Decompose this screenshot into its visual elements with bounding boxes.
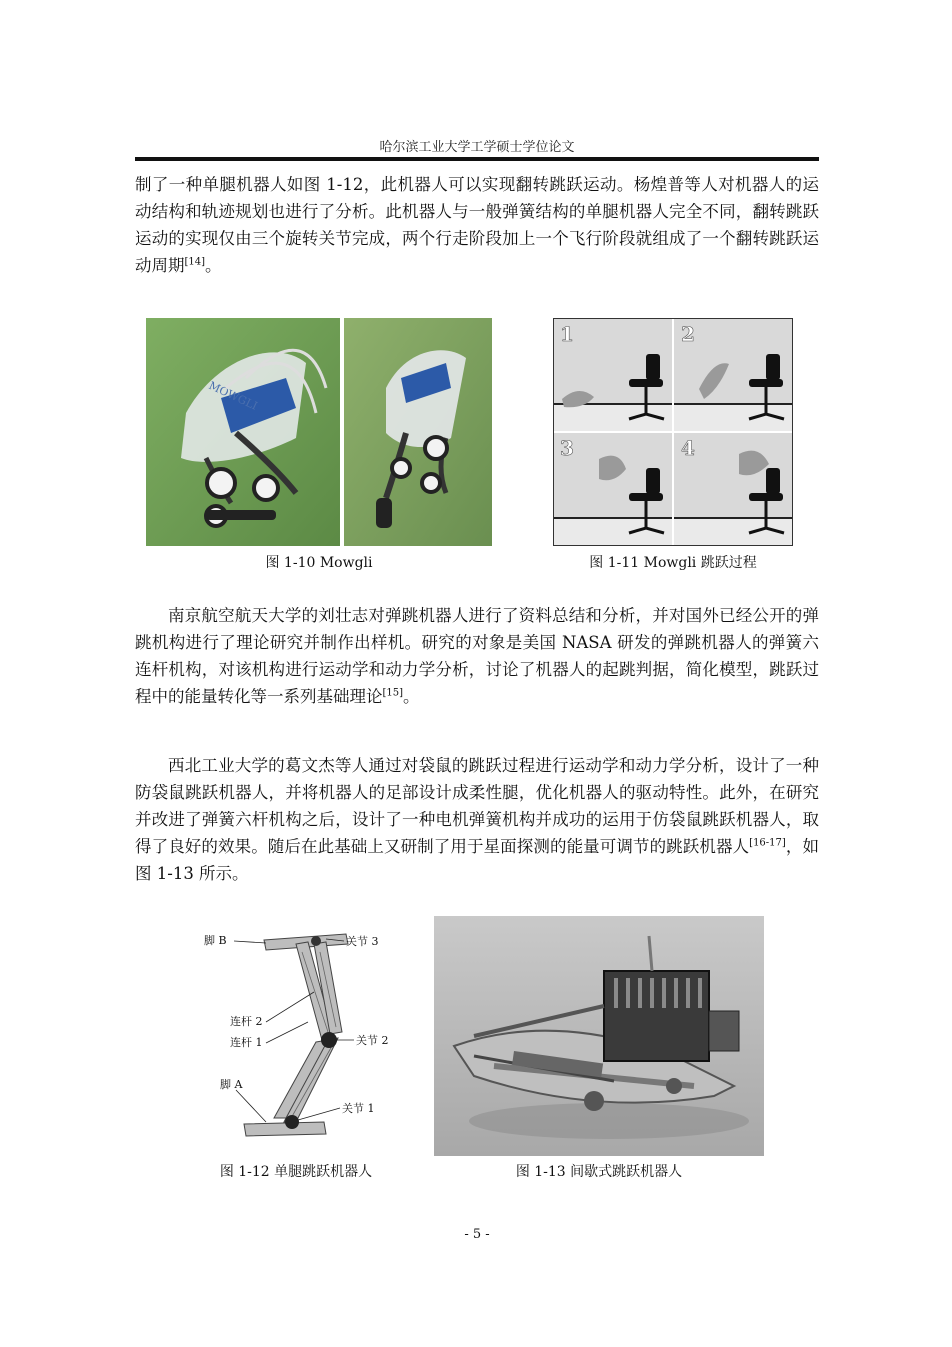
label-joint-3: 关节 3 [346, 935, 379, 948]
page-number: - 5 - [464, 1227, 490, 1242]
figure-1-13-caption: 图 1-13 间歇式跳跃机器人 [515, 1164, 683, 1180]
panel-label-3: 3 [560, 436, 574, 460]
mowgli-jump-sequence [554, 319, 792, 545]
jump-panel-2 [674, 319, 792, 431]
paragraph-3-end: ，如图 1-13 所示。 [135, 837, 820, 883]
jump-panel-3 [554, 433, 672, 545]
header-rule [135, 157, 819, 161]
figure-1-11-caption: 图 1-11 Mowgli 跳跃过程 [589, 555, 757, 571]
paragraph-1 [135, 171, 819, 279]
citation-16-17: [16-17] [749, 837, 786, 849]
paragraph-1-text: 制了一种单腿机器人如图 1-12，此机器人可以实现翻转跳跃运动。杨煌普等人对机器人的运动结构和轨迹规划也进行了分析。此机器人与一般弹簧结构的单腿机器人完全不同，翻转跳跃运动的实现仅由三个旋转关节完成，两个行走阶段加上一个飞行阶段就组成了一个翻转跳跃运动周期 [135, 175, 819, 275]
paragraph-3 [135, 752, 819, 887]
paragraph-2 [135, 602, 819, 710]
label-link-2: 连杆 2 [230, 1015, 263, 1028]
label-foot-a: 脚 A [220, 1078, 243, 1091]
intermittent-jumping-robot-photo [434, 916, 764, 1156]
mowgli-photo [146, 318, 492, 546]
figure-1-13-image [434, 916, 764, 1156]
label-joint-2: 关节 2 [356, 1034, 389, 1047]
panel-label-4: 4 [681, 436, 695, 460]
paragraph-3-text: 西北工业大学的葛文杰等人通过对袋鼠的跳跃过程进行运动学和动力学分析，设计了一种防袋鼠跳跃机器人，并将机器人的足部设计成柔性腿，优化机器人的驱动特性。此外，在研究并改进了弹簧六杆机构之后，设计了一种电机弹簧机构并成功的运用于仿袋鼠跳跃机器人，取得了良好的效果。随后在此基础上又研制了用于星面探测的能量可调节的跳跃机器人 [135, 756, 819, 856]
paragraph-1-end: 。 [205, 256, 222, 275]
citation-14: [14] [184, 256, 206, 268]
mowgli-logo-text: MOWGLI [206, 378, 260, 413]
figure-1-10-image [146, 318, 492, 546]
paragraph-2-text: 南京航空航天大学的刘壮志对弹跳机器人进行了资料总结和分析，并对国外已经公开的弹跳机构进行了理论研究并制作出样机。研究的对象是美国 NASA 研发的弹跳机器人的弹簧六连杆机构，对该机构进行运动学和动力学分析，讨论了机器人的起跳判据，简化模型，跳跃过程中的能量转化等一系列基础理论 [135, 606, 819, 706]
figure-1-12-caption: 图 1-12 单腿跳跃机器人 [219, 1164, 373, 1180]
running-header: 哈尔滨工业大学工学硕士学位论文 [379, 140, 575, 155]
jump-panel-1 [554, 319, 672, 431]
figure-1-12-image [196, 922, 416, 1144]
single-leg-robot-diagram [196, 922, 416, 1144]
figure-1-11-image [553, 318, 793, 546]
label-foot-b: 脚 B [204, 934, 227, 947]
panel-label-2: 2 [681, 322, 695, 346]
label-link-1: 连杆 1 [230, 1036, 263, 1049]
label-joint-1: 关节 1 [342, 1102, 375, 1115]
paragraph-2-end: 。 [403, 687, 420, 706]
jump-panel-4 [674, 433, 792, 545]
panel-label-1: 1 [560, 322, 574, 346]
figure-1-10-caption: 图 1-10 Mowgli [265, 555, 373, 571]
citation-15: [15] [382, 687, 404, 699]
